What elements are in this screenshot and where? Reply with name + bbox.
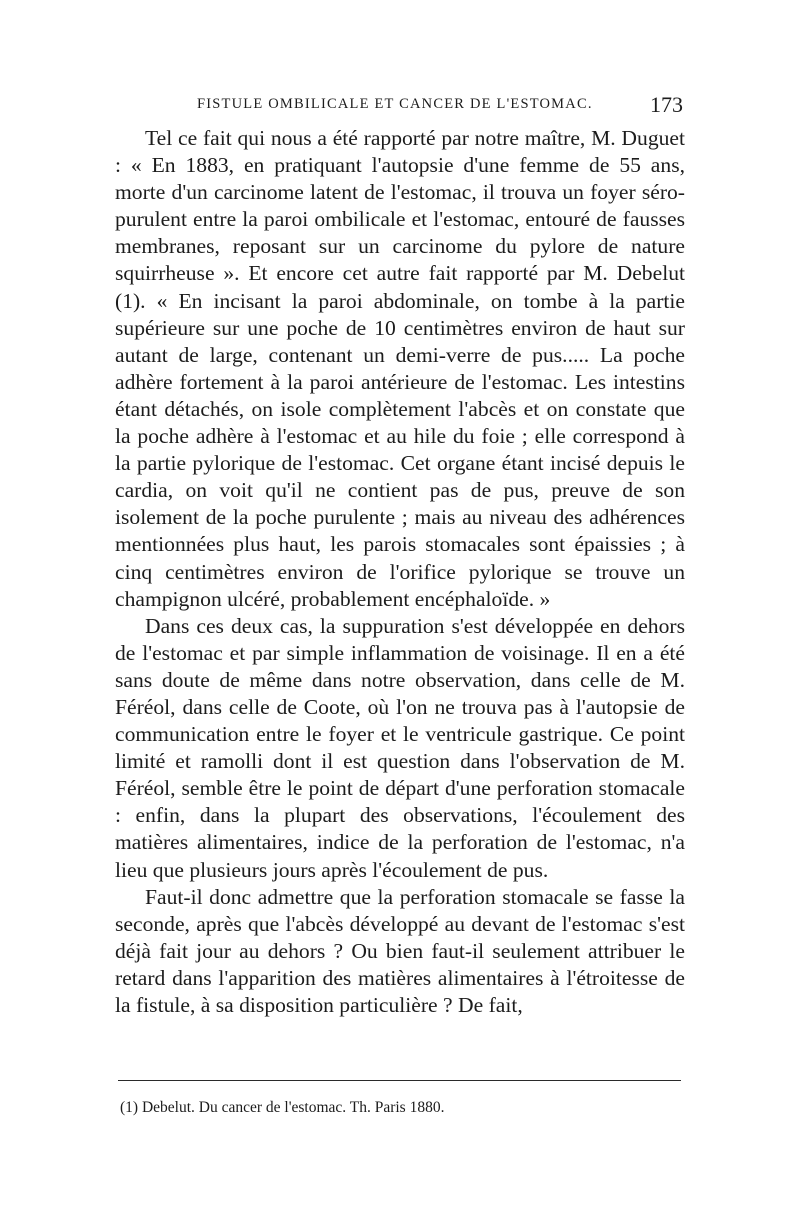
body-text xyxy=(115,125,685,1019)
footnote-divider xyxy=(118,1080,681,1081)
running-title: FISTULE OMBILICALE ET CANCER DE L'ESTOMAC. xyxy=(197,96,593,112)
footnote: (1) Debelut. Du cancer de l'estomac. Th. Paris 1880. xyxy=(120,1099,445,1116)
paragraph-2: Dans ces deux cas, la suppuration s'est développée en dehors de l'estomac et par simple inflammation de voisinage. Il en a été sans doute de même dans notre observation, dans celle de M. Féréol, dans celle de Coote, où l'on ne trouva pas à l'autopsie de communication entre le foyer et le ventricule gastrique. Ce point limité et ramolli dont il est question dans l'observation de M. Féréol, semble être le point de départ d'une perforation stomacale : enfin, dans la plupart des observations, l'écoulement des matières alimentaires, indice de la perforation de l'estomac, n'a lieu que plusieurs jours après l'écoulement de pus. xyxy=(115,613,685,882)
paragraph-3: Faut-il donc admettre que la perforation stomacale se fasse la seconde, après que l'abcès développé au devant de l'estomac s'est déjà fait jour au dehors ? Ou bien faut-il seulement attribuer le retard dans l'apparition des matières alimentaires à l'étroitesse de la fistule, à sa disposition particulière ? De fait, xyxy=(115,884,685,1017)
page-number: 173 xyxy=(650,92,683,117)
running-head xyxy=(115,92,685,122)
paragraph-1: Tel ce fait qui nous a été rapporté par notre maître, M. Duguet : « En 1883, en pratiquant l'autopsie d'une femme de 55 ans, morte d'un carcinome latent de l'estomac, il trouva un foyer séro-purulent entre la paroi ombilicale et l'estomac, entouré de fausses membranes, reposant sur un carcinome du pylore de nature squirrheuse ». Et encore cet autre fait rapporté par M. Debelut (1). « En incisant la paroi abdominale, on tombe à la partie supérieure sur une poche de 10 centimètres environ de haut sur autant de large, contenant un demi-verre de pus..... La poche adhère fortement à la paroi antérieure de l'estomac. Les intestins étant détachés, on isole complètement l'abcès et on constate que la poche adhère à l'estomac et au hile du foie ; elle correspond à la partie pylorique de l'estomac. Cet organe étant incisé depuis le cardia, on voit qu'il ne contient pas de pus, preuve de son isolement de la poche purulente ; mais au niveau des adhérences mentionnées plus haut, les parois stomacales sont épaissies ; à cinq centimètres environ de l'orifice pylorique se trouve un champignon ulcéré, probablement encéphaloïde. » xyxy=(115,126,685,611)
